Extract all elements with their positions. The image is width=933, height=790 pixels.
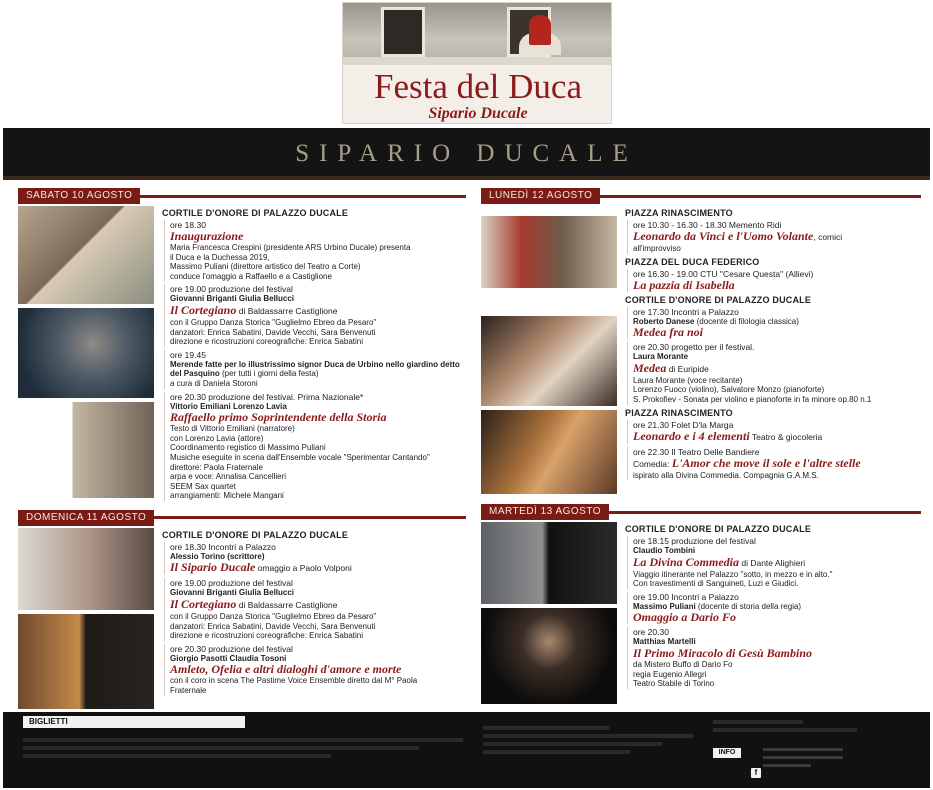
event-line: con il coro in scena The Pastime Voice Ensemble diretto dal M° Paola [170, 676, 418, 686]
event-item [627, 220, 921, 254]
day-label: DOMENICA 11 AGOSTO [18, 510, 154, 526]
solo-actor-photo [481, 608, 617, 704]
event-people: Claudio Tombini [633, 546, 696, 555]
event-line: Testo di Vittorio Emiliani (narratore) [170, 424, 295, 434]
event-people: Giovanni Briganti Giulia Bellucci [170, 588, 295, 598]
event-time: ore 21.30 Folet D'la Marga [633, 419, 734, 430]
event-people: Roberto Danese (docente di filologia classica) [633, 316, 799, 326]
event-line: Massimo Puliani (direttore artistico del Teatro a Corte) [170, 262, 361, 272]
event-line: S. Prokofiev - Sonata per violino e pianoforte in fa minore op.80 n.1 [633, 394, 872, 404]
day-section [18, 188, 466, 504]
event-title: Omaggio a Dario Fo [633, 610, 737, 625]
event-line: Fraternale [170, 686, 207, 696]
venue-name: CORTILE D'ONORE DI PALAZZO DUCALE [162, 208, 349, 218]
event-line: direzione e ricostruzioni coreografiche: Enrica Sabatini [170, 337, 363, 347]
program-column-left [18, 188, 466, 719]
day-header [18, 510, 466, 526]
event-time: ore 19.45 [170, 349, 206, 360]
divider [140, 195, 466, 198]
event-line: regia Eugenio Allegri [633, 669, 707, 679]
event-time: ore 10.30 - 16.30 - 18.30 Memento Ridi [633, 220, 782, 230]
venue-name: PIAZZA RINASCIMENTO [625, 208, 733, 218]
event-title: La pazzia di Isabella [633, 277, 735, 292]
performers-photo [481, 522, 617, 604]
event-line: Con travestimenti di Sanguineti, Luzi e Giudici. [633, 579, 799, 589]
event-title: Il Sipario Ducale omaggio a Paolo Volponi [170, 560, 352, 575]
event-time: ore 17.30 Incontri a Palazzo [633, 306, 739, 317]
venue-name: PIAZZA DEL DUCA FEDERICO [625, 256, 760, 267]
event-line: arpa e voce: Annalisa Cancellieri [170, 472, 287, 482]
divider [600, 195, 921, 198]
venue-name: CORTILE D'ONORE DI PALAZZO DUCALE [625, 294, 812, 305]
event-line: conduce l'omaggio a Raffaello e a Castiglione [170, 271, 332, 281]
event-time: ore 19.00 Incontri a Palazzo [633, 591, 739, 602]
day-label: MARTEDÌ 13 AGOSTO [481, 504, 609, 520]
event-item [164, 350, 466, 389]
day-body [481, 522, 921, 708]
venue-info-block [483, 722, 693, 762]
event-time: ore 20.30 produzione del festival. Prima Nazionale* [170, 391, 364, 402]
program-panel [3, 182, 930, 710]
event-list [158, 206, 466, 504]
event-line: danzatori: Enrica Sabatini, Davide Vecchi, Sara Benvenuti [170, 327, 376, 337]
event-line: Laura Morante (voce recitante) [633, 375, 743, 385]
event-title: Il Cortegiano di Baldassarre Castiglione [170, 597, 338, 612]
event-people: Giorgio Pasotti Claudia Tosoni [170, 653, 287, 663]
day-header [481, 504, 921, 520]
day-body [481, 206, 921, 498]
tickets-label: BIGLIETTI [23, 716, 245, 728]
event-people: Matthias Martelli [633, 637, 696, 647]
contact-lines [763, 748, 843, 778]
event-title: Raffaello primo Soprintendente della Storia [170, 410, 387, 425]
event-line: SEEM Sax quartet [170, 481, 236, 491]
ledge [343, 57, 612, 65]
day-body [18, 206, 466, 504]
event-time: ore 18.30 Incontri a Palazzo [170, 541, 276, 552]
event-line: ispirato alla Divina Commedia. Compagnia G.A.M.S. [633, 470, 819, 480]
event-people: Vittorio Emiliani Lorenzo Lavia [170, 401, 287, 411]
event-line: Lorenzo Fuoco (violino), Salvatore Monzo (pianoforte) [633, 385, 825, 395]
event-item [627, 269, 921, 292]
day-label: LUNEDÌ 12 AGOSTO [481, 188, 600, 204]
day-section [481, 504, 921, 708]
palace-facade-image [343, 3, 612, 65]
event-line: danzatori: Enrica Sabatini, Davide Vecchi, Sara Benvenuti [170, 621, 376, 631]
day-header [18, 188, 466, 204]
event-time: ore 22.30 Il Teatro Delle Bandiere [633, 446, 760, 457]
event-people: Massimo Puliani (docente di storia della regia) [633, 601, 802, 611]
event-title: Medea fra noi [633, 325, 703, 340]
event-time: ore 16.30 - 19.00 CTU "Cesare Questa" (Allievi) [633, 268, 814, 279]
event-line: all'improvviso [633, 244, 681, 253]
event-list [158, 528, 466, 713]
venue-name: CORTILE D'ONORE DI PALAZZO DUCALE [625, 524, 812, 534]
event-line: direttore: Paola Fraternale [170, 462, 263, 472]
event-title: Comedia: L'Amor che move il sole e l'altre stelle [633, 455, 861, 470]
event-time: ore 20.30 [633, 627, 669, 638]
event-title: Il Cortegiano di Baldassarre Castiglione [170, 302, 338, 317]
narrator-photo [18, 402, 154, 498]
event-people: Giovanni Briganti Giulia Bellucci [170, 294, 295, 304]
event-item [164, 284, 466, 346]
event-item [627, 342, 921, 404]
performers-photo [18, 206, 154, 304]
event-item [164, 578, 466, 640]
venue-name: PIAZZA RINASCIMENTO [625, 407, 733, 418]
photo-column [481, 206, 621, 498]
event-time: ore 18.15 produzione del festival [633, 536, 756, 546]
event-line: Maria Francesca Crespini (presidente ARS Urbino Ducale) presenta [170, 243, 411, 252]
footer-bar [3, 712, 930, 788]
event-title: Inaugurazione [170, 229, 244, 243]
day-section [18, 510, 466, 713]
event-line: con il Gruppo Danza Storica "Guglielmo Ebreo da Pesaro" [170, 317, 377, 327]
window [381, 7, 425, 57]
event-title: Leonardo e i 4 elementi Teatro & giocoleria [633, 428, 823, 443]
event-title: La Divina Commedia di Dante Alighieri [633, 554, 806, 569]
leonardo-painting-photo [481, 410, 617, 494]
event-line: il Duca e la Duchessa 2019, [170, 252, 270, 262]
festival-logo [342, 2, 612, 124]
event-line: direzione e ricostruzioni coreografiche: Enrica Sabatini [170, 631, 363, 641]
event-item [164, 220, 466, 281]
event-line: Teatro Stabile di Torino [633, 679, 715, 689]
event-item [627, 592, 921, 625]
event-item [627, 536, 921, 589]
event-line: a cura di Daniela Storoni [170, 378, 258, 388]
day-label: SABATO 10 AGOSTO [18, 188, 140, 204]
actor-photo [18, 308, 154, 398]
event-list [621, 522, 921, 708]
event-item [164, 542, 466, 576]
facebook-icon[interactable]: f [751, 768, 761, 778]
day-header [481, 188, 921, 204]
event-item [164, 644, 466, 696]
event-line: da Mistero Buffo di Dario Fo [633, 659, 733, 669]
event-title: Amleto, Ofelia e altri dialoghi d'amore e morte [170, 662, 402, 677]
divider [154, 516, 466, 519]
event-title: Merende fatte per lo illustrissimo signor Duca de Urbino nello giardino detto del Pasquino (per tutti i giorni della festa) [170, 359, 460, 379]
event-item [627, 420, 921, 444]
event-line: con il Gruppo Danza Storica "Guglielmo Ebreo da Pesaro" [170, 612, 377, 622]
event-title: Medea di Euripide [633, 360, 709, 375]
event-item [627, 447, 921, 481]
band-title: SIPARIO DUCALE [295, 140, 638, 167]
event-item [627, 307, 921, 340]
event-line: arrangiamenti: Michele Mangani [170, 491, 284, 501]
event-item [627, 627, 921, 688]
event-list [621, 206, 921, 498]
festival-subtitle: Sipario Ducale [428, 105, 528, 122]
tickets-info-block [23, 734, 463, 774]
venue-name: CORTILE D'ONORE DI PALAZZO DUCALE [162, 529, 349, 540]
event-people: Laura Morante [633, 352, 689, 362]
festival-title: Festa del Duca [374, 67, 582, 106]
event-line: con Lorenzo Lavia (attore) [170, 433, 264, 443]
event-line: Musiche eseguite in scena dall'Ensemble vocale "Sperimentar Cantando" [170, 452, 430, 462]
photo-column [18, 206, 158, 504]
divider [609, 511, 921, 514]
info-label: INFO [713, 748, 741, 758]
event-people: Alessio Torino (scrittore) [170, 551, 265, 561]
event-time: ore 19.00 produzione del festival [170, 578, 293, 589]
event-item [164, 392, 466, 501]
duke-figure-head [529, 15, 551, 45]
day-section [481, 188, 921, 498]
photo-column [18, 528, 158, 713]
actors-photo [18, 614, 154, 709]
event-title: Leonardo da Vinci e l'Uomo Volante, comici [633, 229, 843, 243]
event-time: ore 20.30 produzione del festival [170, 643, 293, 654]
event-title: Il Primo Miracolo di Gesù Bambino [633, 645, 813, 660]
costumed-performers-photo [18, 528, 154, 610]
actress-photo [481, 316, 617, 406]
event-line: Coordinamento registico di Massimo Puliani [170, 443, 326, 453]
program-column-right [481, 188, 921, 714]
event-time: ore 18.30 [170, 220, 206, 230]
photo-column [481, 522, 621, 708]
day-body [18, 528, 466, 713]
event-time: ore 20.30 progetto per il festival. [633, 342, 755, 353]
street-theatre-photo [481, 216, 617, 288]
event-time: ore 19.00 produzione del festival [170, 284, 293, 295]
title-band [3, 128, 930, 180]
event-line: Viaggio itinerante nel Palazzo "sotto, in mezzo e in alto." [633, 569, 833, 579]
